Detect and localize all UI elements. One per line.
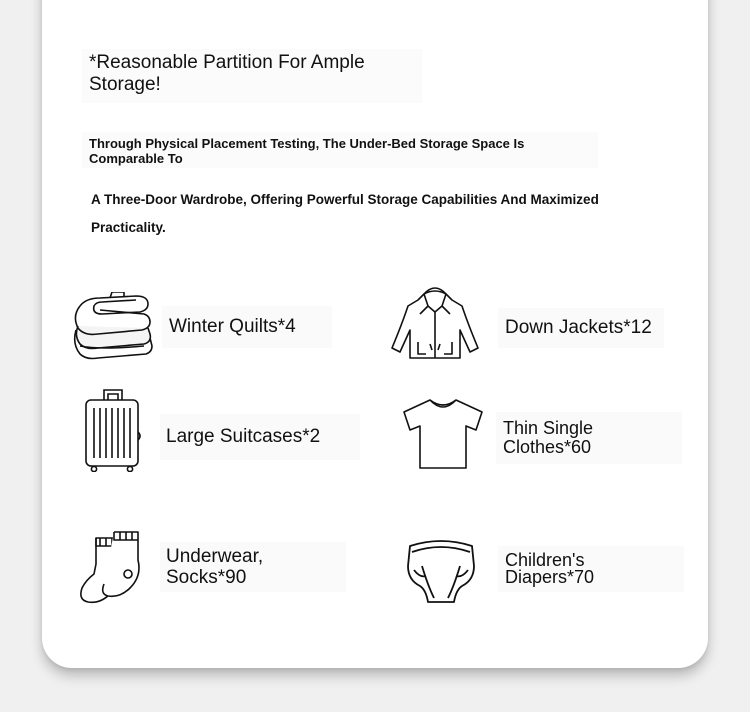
diaper-icon — [404, 536, 478, 604]
socks-icon — [78, 530, 142, 604]
section-description-continued: A Three-Door Wardrobe, Offering Powerful Storage Capabilities And Maximized Practicality. — [91, 192, 599, 235]
item-label-quilts: Winter Quilts*4 — [162, 306, 332, 348]
item-label-socks: Underwear, Socks*90 — [160, 542, 346, 592]
item-label-clothes: Thin Single Clothes*60 — [496, 412, 682, 464]
item-label-diapers: Children's Diapers*70 — [498, 546, 684, 592]
item-label-jackets: Down Jackets*12 — [498, 308, 664, 348]
section-title: *Reasonable Partition For Ample Storage! — [82, 49, 422, 103]
jacket-icon — [390, 284, 480, 360]
item-label-suitcases: Large Suitcases*2 — [160, 414, 360, 460]
suitcase-icon — [84, 388, 142, 472]
quilt-icon — [70, 292, 154, 362]
tshirt-icon — [402, 398, 484, 470]
section-description: Through Physical Placement Testing, The Under-Bed Storage Space Is Comparable To — [82, 132, 598, 168]
